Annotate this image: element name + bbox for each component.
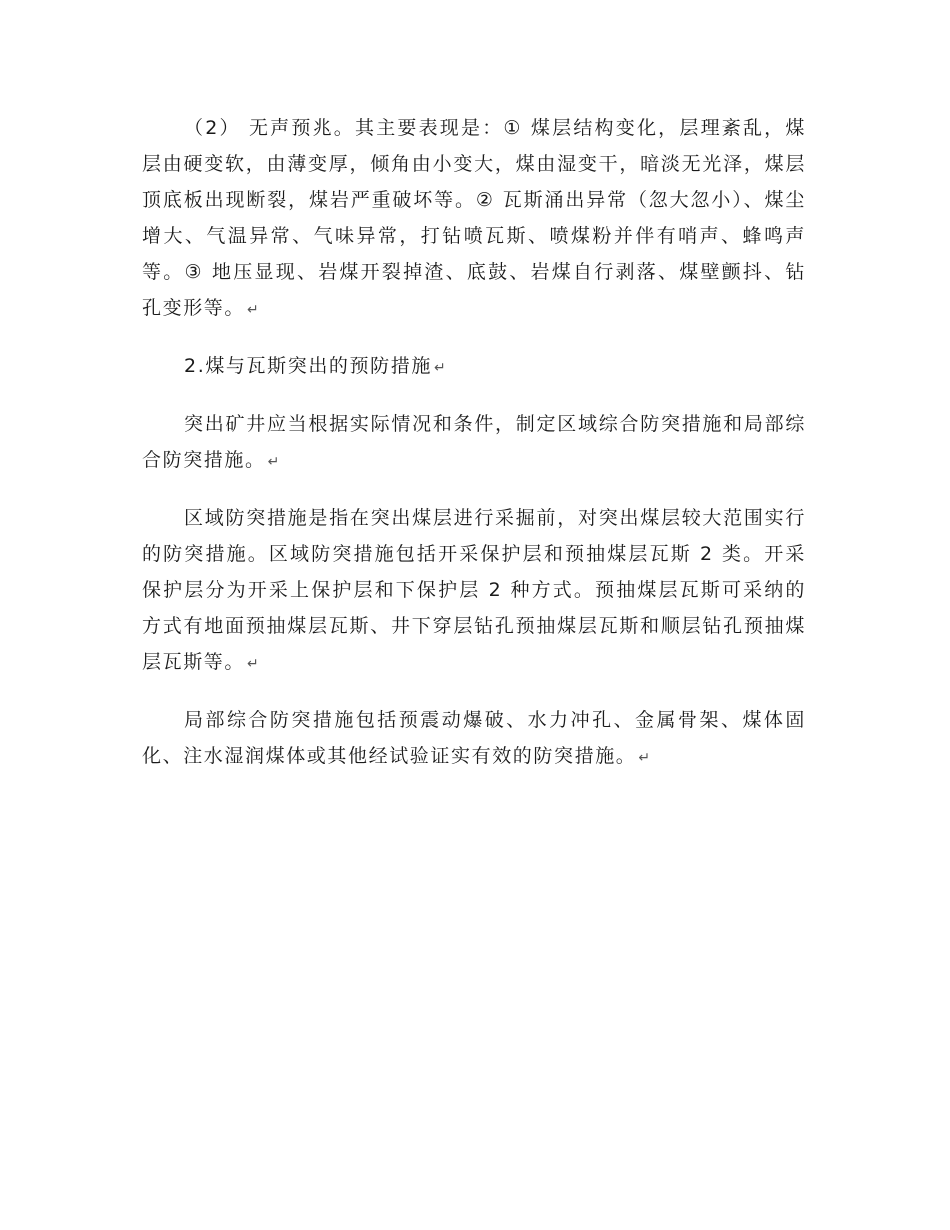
paragraph-text: 突出矿井应当根据实际情况和条件，制定区域综合防突措施和局部综合防突措施。 (142, 413, 806, 471)
paragraph-text: （2） 无声预兆。其主要表现是：① 煤层结构变化，层理紊乱，煤层由硬变软，由薄变厚，倾角由小变大，煤由湿变干，暗淡无光泽，煤层顶底板出现断裂，煤岩严重破坏等。② 瓦斯涌出异常（忽大忽小）、煤尘增大、气温异常、气味异常，打钻喷瓦斯、喷煤粉并伴有哨声、蜂鸣声等。③ 地压显现、岩煤开裂掉渣、底鼓、岩煤自行剥落、煤壁颤抖、钻孔变形等。 (142, 117, 806, 319)
paragraph-outburst-silent-signs (142, 110, 806, 328)
paragraph-text: 区域防突措施是指在突出煤层进行采掘前，对突出煤层较大范围实行的防突措施。区域防突措施包括开采保护层和预抽煤层瓦斯 2 类。开采保护层分为开采上保护层和下保护层 2 种方式。预抽煤层瓦斯可采纳的方式有地面预抽煤层瓦斯、井下穿层钻孔预抽煤层瓦斯和顺层钻孔预抽煤层瓦斯等。 (142, 507, 806, 673)
paragraph-mark-icon: ↵ (433, 360, 446, 376)
section-heading-prevention (142, 348, 806, 386)
paragraph-regional-measures (142, 500, 806, 682)
paragraph-mark-icon: ↵ (247, 302, 259, 318)
paragraph-mine-measures (142, 406, 806, 480)
document-body (142, 110, 806, 796)
paragraph-local-measures (142, 702, 806, 776)
paragraph-mark-icon: ↵ (267, 454, 280, 470)
paragraph-text: 2.煤与瓦斯突出的预防措施 (184, 355, 432, 377)
paragraph-mark-icon: ↵ (247, 656, 259, 672)
paragraph-mark-icon: ↵ (638, 750, 651, 766)
paragraph-text: 局部综合防突措施包括预震动爆破、水力冲孔、金属骨架、煤体固化、注水湿润煤体或其他经试验证实有效的防突措施。 (142, 709, 806, 767)
